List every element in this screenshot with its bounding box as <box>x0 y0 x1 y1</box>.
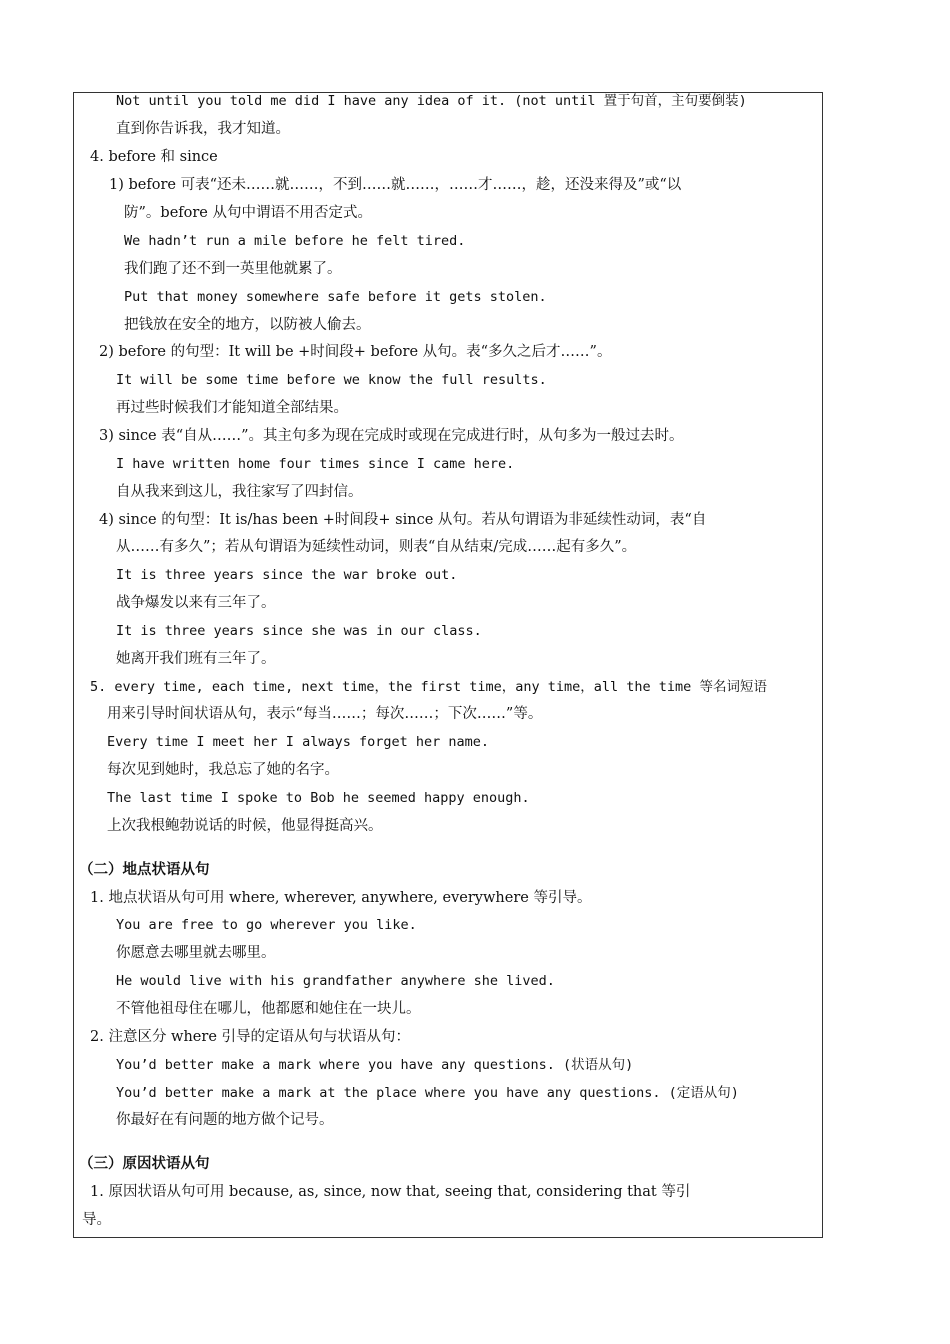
example-sentence: It is three years since she was in our class. <box>116 623 482 639</box>
translation: 不管他祖母住在哪儿，他都愿和她住在一块儿。 <box>116 1001 421 1017</box>
translation: 我们跑了还不到一英里他就累了。 <box>124 261 342 277</box>
example-sentence: I have written home four times since I came here. <box>116 456 515 472</box>
example-sentence: Put that money somewhere safe before it gets stolen. <box>124 289 547 305</box>
sub-item-4: 4) since 的句型：It is/has been +时间段+ since 从句。若从句谓语为非延续性动词，表“自 <box>99 512 707 528</box>
translation: 自从我来到这儿，我往家写了四封信。 <box>116 484 363 500</box>
translation: 每次见到她时，我总忘了她的名字。 <box>107 762 339 778</box>
text-line: Not until you told me did I have any idea of it. (not until 置于句首，主句要倒装) <box>116 93 747 109</box>
section-heading-reason: （三）原因状语从句 <box>79 1156 210 1172</box>
example-sentence: You’d better make a mark at the place where you have any questions. (定语从句) <box>116 1085 739 1101</box>
list-item-5: 5. every time, each time, next time，the first time，any time，all the time 等名词短语 <box>90 679 767 695</box>
example-sentence: You are free to go wherever you like. <box>116 917 417 933</box>
text-line: 从……有多久”；若从句谓语为延续性动词，则表“自从结束/完成……起有多久”。 <box>116 539 637 555</box>
translation: 上次我根鲍勃说话的时候，他显得挺高兴。 <box>107 818 383 834</box>
example-sentence: He would live with his grandfather anywhere she lived. <box>116 973 555 989</box>
sub-item-1: 1) before 可表“还未……就……，不到……就……，……才……，趁，还没来得及”或“以 <box>109 177 682 193</box>
example-sentence: We hadn’t run a mile before he felt tired. <box>124 233 466 249</box>
example-sentence: You’d better make a mark where you have any questions. (状语从句) <box>116 1057 634 1073</box>
translation: 她离开我们班有三年了。 <box>116 651 276 667</box>
list-item-1: 1. 地点状语从句可用 where, wherever, anywhere, everywhere 等引导。 <box>90 890 592 906</box>
example-sentence: Every time I meet her I always forget her name. <box>107 734 490 750</box>
list-item-4: 4. before 和 since <box>90 149 218 165</box>
example-sentence: The last time I spoke to Bob he seemed happy enough. <box>107 790 530 806</box>
translation: 战争爆发以来有三年了。 <box>116 595 276 611</box>
sub-item-2: 2) before 的句型：It will be +时间段+ before 从句。表“多久之后才……”。 <box>99 344 612 360</box>
text-line: 直到你告诉我，我才知道。 <box>116 121 290 137</box>
translation: 再过些时候我们才能知道全部结果。 <box>116 400 348 416</box>
text-line: 防”。before 从句中谓语不用否定式。 <box>124 205 372 221</box>
section-heading-place: （二）地点状语从句 <box>79 862 210 878</box>
translation: 把钱放在安全的地方，以防被人偷去。 <box>124 317 371 333</box>
translation: 你最好在有问题的地方做个记号。 <box>116 1112 334 1128</box>
sub-item-3: 3) since 表“自从……”。其主句多为现在完成时或现在完成进行时，从句多为一般过去时。 <box>99 428 684 444</box>
text-line: 用来引导时间状语从句，表示“每当……；每次……；下次……”等。 <box>107 706 543 722</box>
translation: 你愿意去哪里就去哪里。 <box>116 945 276 961</box>
list-item-2: 2. 注意区分 where 引导的定语从句与状语从句： <box>90 1029 411 1045</box>
list-item-1: 1. 原因状语从句可用 because, as, since, now that, seeing that, considering that 等引 <box>90 1184 691 1200</box>
example-sentence: It will be some time before we know the full results. <box>116 372 547 388</box>
example-sentence: It is three years since the war broke out. <box>116 567 458 583</box>
text-line: 导。 <box>82 1212 111 1228</box>
